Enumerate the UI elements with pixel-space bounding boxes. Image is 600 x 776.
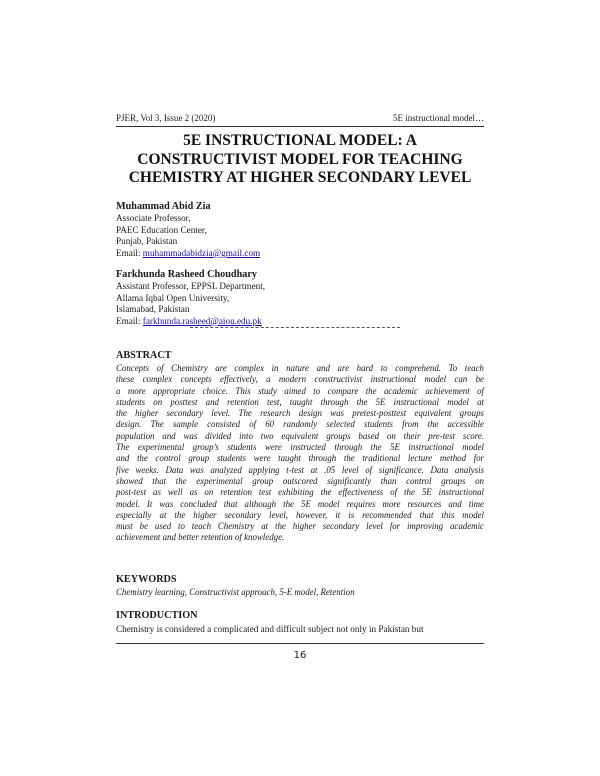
dashed-separator (190, 327, 400, 328)
abstract-line: model. It was concluded that although the 5E model requires more resources and time (116, 498, 484, 509)
author-affiliation-line: Punjab, Pakistan (116, 236, 178, 247)
abstract-line: design. The sample consisted of 60 randomly selected students from the accessible (116, 419, 484, 430)
keywords-text: Chemistry learning, Constructivist approach, 5-E model, Retention (116, 587, 355, 597)
abstract-line: must be used to teach Chemistry at the higher secondary level for improving academic (116, 521, 484, 532)
header-rule (116, 126, 484, 127)
introduction-heading: INTRODUCTION (116, 610, 198, 621)
abstract-heading: ABSTRACT (116, 350, 172, 361)
author-affiliation-line: Associate Professor, (116, 213, 191, 223)
author-email-link[interactable]: farkhunda.rasheed@aiou.edu.pk (142, 315, 262, 326)
abstract-line: Concepts of Chemistry are complex in nature and are hard to comprehend. To teach (116, 363, 484, 373)
title-line: CHEMISTRY AT HIGHER SECONDARY LEVEL (128, 169, 472, 186)
author-name: Muhammad Abid Zia (116, 201, 211, 212)
abstract-text (116, 363, 484, 544)
keywords-heading: KEYWORDS (116, 574, 177, 585)
abstract-line: a more appropriate choice. This study aimed to compare the academic achievement of (116, 385, 484, 396)
author-affiliation-line: PAEC Education Center, (116, 224, 207, 235)
email-label: Email: (116, 247, 141, 258)
author-affiliation-line: Assistant Professor, EPPSL Department, (116, 281, 266, 291)
abstract-line: students on posttest and retention test, taught through the 5E instructional model at (116, 396, 484, 407)
running-head (116, 113, 484, 124)
email-label: Email: (116, 315, 141, 326)
author-name: Farkhunda Rasheed Choudhary (116, 269, 257, 280)
abstract-line: post-test as well as on retention test exhibiting the effectiveness of the 5E instructional (116, 487, 484, 498)
author-email-line (116, 316, 484, 328)
abstract-line: and the control group students were taught through the traditional lecture method for (116, 453, 484, 464)
title-line: 5E INSTRUCTIONAL MODEL: A (183, 132, 417, 149)
author-block (116, 268, 484, 327)
paper-title (116, 132, 484, 188)
title-line: CONSTRUCTIVIST MODEL FOR TEACHING (137, 150, 463, 168)
author-email-link[interactable]: muhammadabidzia@gmail.com (142, 247, 261, 258)
abstract-line: The experimental group’s students were instructed through the 5E instructional model (116, 442, 484, 453)
author-affiliation-line: Allama Iqbal Open University, (116, 292, 230, 303)
journal-citation: PJER, Vol 3, Issue 2 (2020) (116, 113, 216, 123)
abstract-line: five weeks. Data was analyzed applying t-test at .05 level of significance. Data analysis (116, 464, 484, 475)
author-block (116, 200, 484, 259)
introduction-text: Chemistry is considered a complicated and difficult subject not only in Pakistan but (116, 624, 424, 634)
abstract-line: showed that the experimental group outscored significantly than control groups on (116, 475, 484, 486)
author-email-line (116, 248, 484, 260)
author-affiliation-line: Islamabad, Pakistan (116, 304, 190, 315)
abstract-line: especially at the higher secondary level, however, it is recommended that this model (116, 509, 484, 520)
short-title: 5E instructional model… (393, 113, 484, 123)
abstract-line: these complex concepts effectively, a modern constructivist instructional model can be (116, 374, 484, 385)
page-number: 16 (293, 650, 307, 661)
abstract-line: achievement and better retention of knowledge. (116, 532, 285, 543)
abstract-line: the higher secondary level. The research design was pretest-posttest equivalent groups (116, 408, 484, 419)
footer-rule (116, 643, 484, 644)
abstract-line: population and was divided into two equivalent groups based on their pre-test score. (116, 430, 484, 441)
